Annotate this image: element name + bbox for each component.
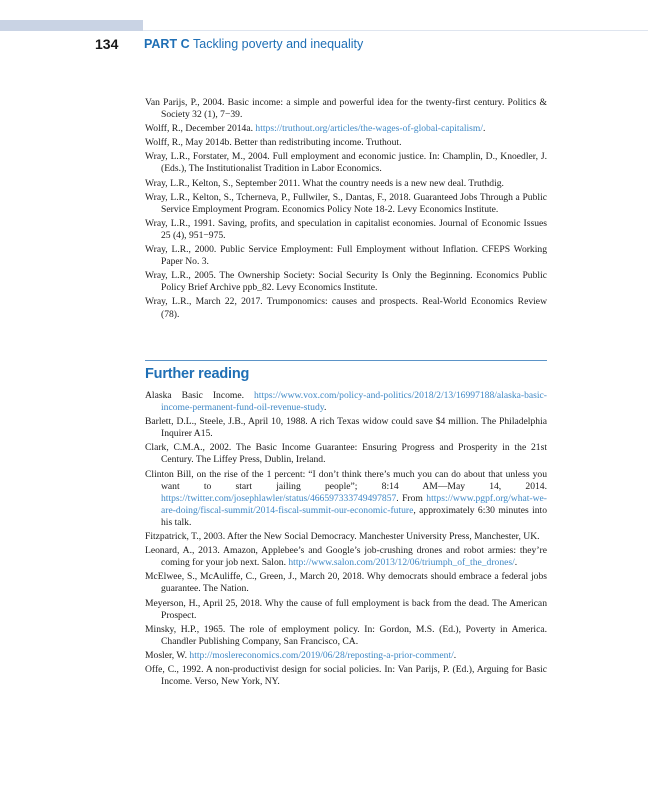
reference-text: Wray, L.R., 2000. Public Service Employment: Full Employment without Inflation. CFEPS Working Paper No. 3.: [145, 244, 547, 268]
reference-item: [145, 178, 547, 190]
part-label: PART C: [144, 37, 190, 51]
reference-text: Wray, L.R., 2005. The Ownership Society: Social Security Is Only the Beginning. Economics Public Policy Brief Archive ppb_82. Levy Economics Institute.: [145, 270, 547, 294]
reference-text: McElwee, S., McAuliffe, C., Green, J., March 20, 2018. Why democrats should embrace a federal jobs guarantee. The Nation.: [145, 571, 547, 595]
further-reading-heading: Further reading: [145, 366, 250, 382]
reference-link[interactable]: https://twitter.com/josephlawler/status/466597333749497857: [161, 492, 397, 504]
reference-text: Alaska Basic Income.: [145, 390, 254, 401]
reference-text: .: [514, 557, 518, 569]
reference-text: .: [323, 402, 327, 414]
further-reading-item: [145, 416, 547, 440]
part-title: Tackling poverty and inequality: [193, 37, 364, 51]
further-reading-item: [145, 571, 547, 595]
further-reading-item: [145, 545, 547, 569]
reference-link[interactable]: https://truthout.org/articles/the-wages-of-global-capitalism/: [255, 123, 484, 135]
further-reading-item: [145, 531, 547, 543]
page-number: 134: [95, 36, 119, 52]
further-reading-item: [145, 624, 547, 648]
reference-text: .: [453, 649, 457, 661]
reference-text: Fitzpatrick, T., 2003. After the New Social Democracy. Manchester University Press, Manchester, UK.: [145, 531, 540, 543]
reference-text: Leonard, A., 2013. Amazon, Applebee’s and Google’s job-crushing drones and robot armies: they’re coming for your job next. Salon.: [145, 545, 547, 569]
reference-list: [145, 97, 547, 323]
reference-item: [145, 151, 547, 175]
reference-item: [145, 97, 547, 121]
further-reading-item: [145, 390, 547, 414]
header-accent-band: [0, 20, 143, 31]
reference-text: Wray, L.R., March 22, 2017. Trumponomics: causes and prospects. Real-World Economics Review (78).: [145, 296, 547, 320]
further-reading-item: [145, 664, 547, 688]
further-reading-list: [145, 390, 547, 690]
reference-item: [145, 296, 547, 320]
reference-text: Clark, C.M.A., 2002. The Basic Income Guarantee: Ensuring Progress and Prosperity in the 21st Century. The Liffey Press, Dublin, Ireland.: [145, 442, 547, 466]
reference-text: , approximately 6:30 minutes into his talk.: [161, 504, 547, 528]
reference-item: [145, 123, 547, 135]
reference-text: Mosler, W.: [145, 649, 190, 661]
reference-item: [145, 192, 547, 216]
reference-text: Wray, L.R., Forstater, M., 2004. Full employment and economic justice. In: Champlin, D., Knoedler, J. (Eds.), The Institutionalist Tradition in Labor Economics.: [145, 151, 547, 175]
further-reading-item: [145, 442, 547, 466]
further-reading-rule: [145, 360, 547, 361]
reference-text: Minsky, H.P., 1965. The role of employment policy. In: Gordon, M.S. (Ed.), Poverty in America. Chandler Publishing Company, San Francisco, CA.: [145, 623, 547, 647]
reference-text: Clinton Bill, on the rise of the 1 percent: “I don’t think there’s much you can do about that unless you want to start jailing people”; 8:14 AM—May 14, 2014.: [145, 468, 547, 492]
reference-link[interactable]: https://www.vox.com/policy-and-politics/2018/2/13/16997188/alaska-basic-income-permanent-fund-oil-revenue-study: [161, 390, 547, 414]
reference-text: Wolff, R., May 2014b. Better than redistributing income. Truthout.: [145, 137, 402, 149]
reference-text: Barlett, D.L., Steele, J.B., April 10, 1988. A rich Texas widow could save $4 million. The Philadelphia Inquirer A15.: [145, 416, 547, 440]
reference-link[interactable]: http://www.salon.com/2013/12/06/triumph_of_the_drones/: [288, 557, 515, 569]
reference-text: Wray, L.R., Kelton, S., Tcherneva, P., Fullwiler, S., Dantas, F., 2018. Guaranteed Jobs Through a Public Service Employment Program. Economics Policy Note 18-2. Levy Economics Institute.: [145, 191, 547, 215]
reference-link[interactable]: http://moslereconomics.com/2019/06/28/reposting-a-prior-comment/: [189, 649, 454, 661]
reference-text: . From: [396, 492, 427, 504]
reference-text: Wray, L.R., 1991. Saving, profits, and speculation in capitalist economies. Journal of Economic Issues 25 (4), 951−975.: [145, 217, 547, 241]
reference-item: [145, 218, 547, 242]
reference-text: Offe, C., 1992. A non-productivist design for social policies. In: Van Parijs, P. (Ed.), Arguing for Basic Income. Verso, New York, NY.: [145, 663, 547, 688]
reference-link[interactable]: https://www.pgpf.org/what-we-are-doing/fiscal-summit/2014-fiscal-summit-our-economic-future: [161, 492, 547, 516]
reference-text: Wray, L.R., Kelton, S., September 2011. What the country needs is a new new deal. Truthdig.: [145, 177, 504, 189]
reference-text: .: [483, 123, 486, 135]
reference-text: Van Parijs, P., 2004. Basic income: a simple and powerful idea for the twenty-first century. Politics & Society 32 (1), 7−39.: [145, 97, 547, 121]
reference-text: Wolff, R., December 2014a.: [145, 123, 256, 135]
further-reading-item: [145, 469, 547, 529]
reference-item: [145, 244, 547, 268]
reference-text: Meyerson, H., April 25, 2018. Why the cause of full employment is back from the dead. The American Prospect.: [145, 597, 547, 621]
further-reading-item: [145, 598, 547, 622]
running-header: [0, 35, 648, 55]
further-reading-item: [145, 650, 547, 662]
reference-item: [145, 137, 547, 149]
reference-item: [145, 270, 547, 294]
header-rule: [143, 30, 648, 31]
